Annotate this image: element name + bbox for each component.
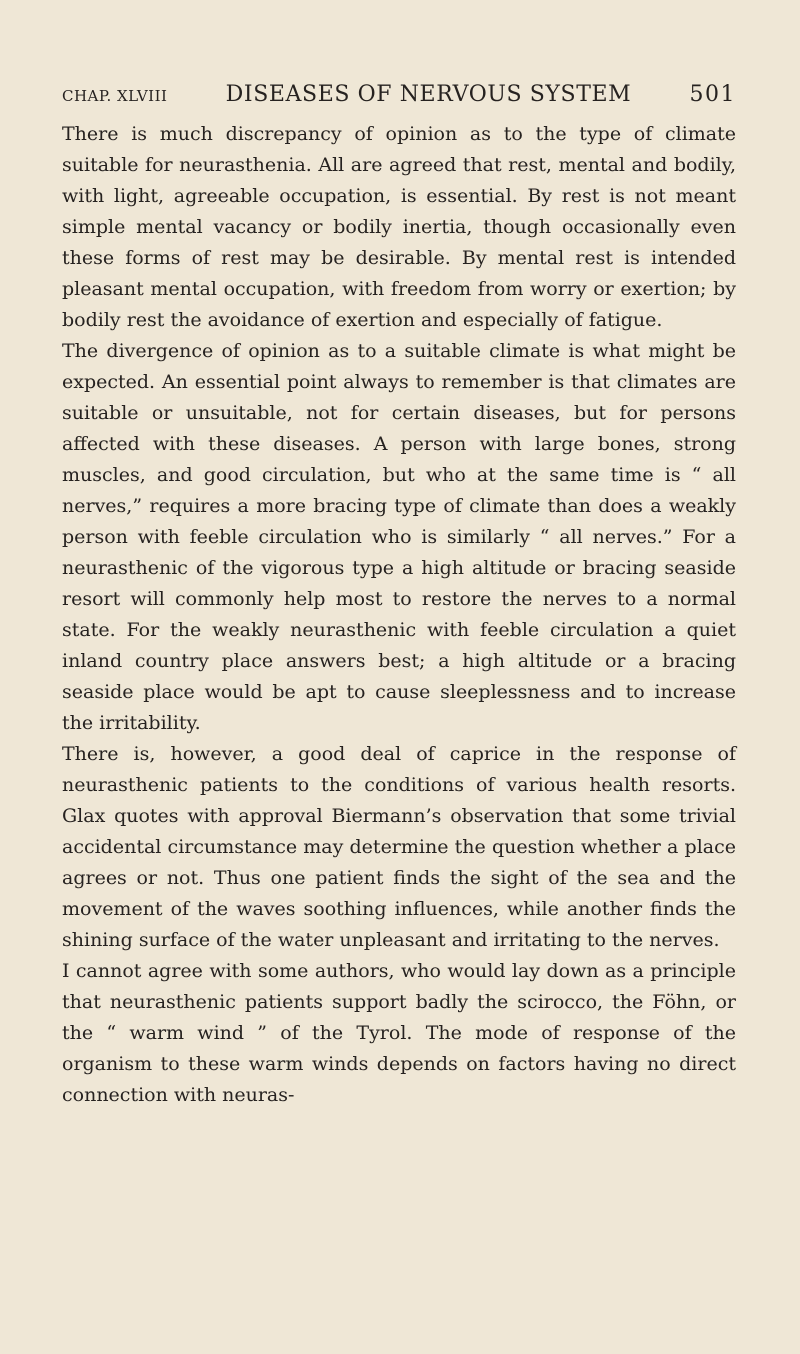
paragraph-warm-winds: I cannot agree with some authors, who would lay down as a principle that neurasthenic patients support badly the scirocco, the Föhn, or the “ warm wind ” of the Tyrol. The mode of response of the organism to these warm winds depends on factors having no direct connection with neuras- [62,960,736,1106]
chapter-label: CHAP. XLVIII [62,87,168,105]
paragraph-climate-discrepancy: There is much discrepancy of opinion as to the type of climate suitable for neurasthenia. All are agreed that rest, mental and bodily, with light, agreeable occupation, is essential. By rest is not meant simple mental vacancy or bodily inertia, though occasionally even these forms of rest may be desirable. By mental rest is intended pleasant mental occupation, with freedom from worry or exertion; by bodily rest the avoidance of exertion and especially of fatigue. [62,123,736,331]
paragraph-climate-divergence: The divergence of opinion as to a suitable climate is what might be expected. An essential point always to remember is that climates are suitable or unsuitable, not for certain diseases, but for persons affected with these diseases. A person with large bones, strong muscles, and good circulation, but who at the same time is “ all nerves,” requires a more bracing type of climate than does a weakly person with feeble circulation who is similarly “ all nerves.” For a neurasthenic of the vigorous type a high altitude or bracing seaside resort will commonly help most to restore the nerves to a normal state. For the weakly neurasthenic with feeble circulation a quiet inland country place answers best; a high altitude or a bracing seaside place would be apt to cause sleeplessness and to increase the irritability. [62,340,736,734]
paragraph-caprice-response: There is, however, a good deal of caprice in the response of neurasthenic patients to the conditions of various health resorts. Glax quotes with approval Biermann’s observation that some trivial accidental circumstance may determine the question whether a place agrees or not. Thus one patient finds the sight of the sea and the movement of the waves soothing influences, while another finds the shining surface of the water unpleasant and irritating to the nerves. [62,743,736,951]
body-text [62,119,736,1111]
running-head [62,82,736,107]
page-number: 501 [689,82,736,107]
running-title: DISEASES OF NERVOUS SYSTEM [225,82,632,107]
